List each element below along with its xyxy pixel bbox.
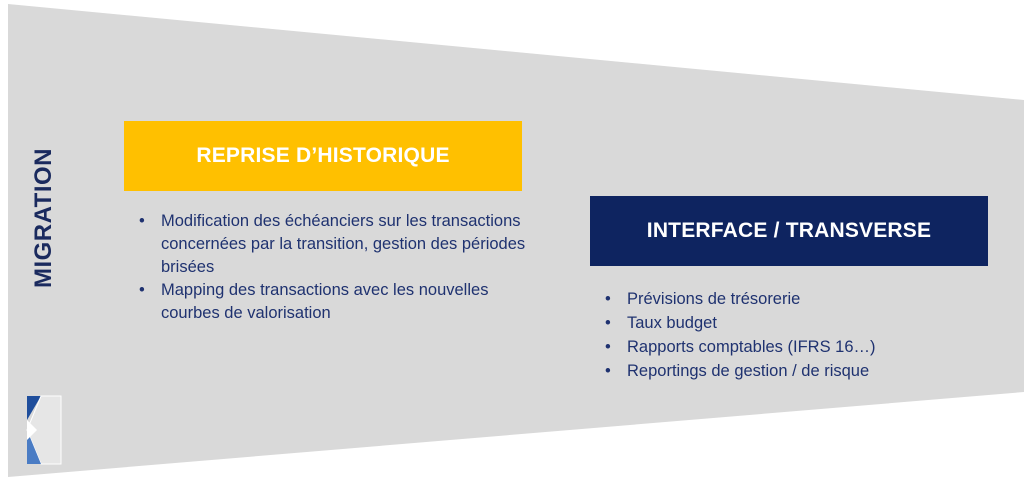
reprise-historique-list: [139, 210, 539, 325]
list-item: • Rapports comptables (IFRS 16…): [605, 335, 965, 359]
list-item: • Taux budget: [605, 311, 965, 335]
list-item: • Reportings de gestion / de risque: [605, 359, 965, 383]
list-item: • Mapping des transactions avec les nouvelles courbes de valorisation: [139, 279, 539, 325]
interface-transverse-title-box: [590, 196, 988, 266]
side-label-migration: MIGRATION: [30, 147, 57, 289]
reprise-historique-title: REPRISE D’HISTORIQUE: [196, 144, 450, 167]
interface-transverse-list: [605, 287, 965, 383]
k-logo-icon: [25, 394, 63, 466]
reprise-historique-title-box: [124, 121, 522, 191]
list-item: • Prévisions de trésorerie: [605, 287, 965, 311]
list-item: • Modification des échéanciers sur les transactions concernées par la transition, gestion des périodes brisées: [139, 210, 539, 279]
interface-transverse-title: INTERFACE / TRANSVERSE: [646, 219, 932, 242]
